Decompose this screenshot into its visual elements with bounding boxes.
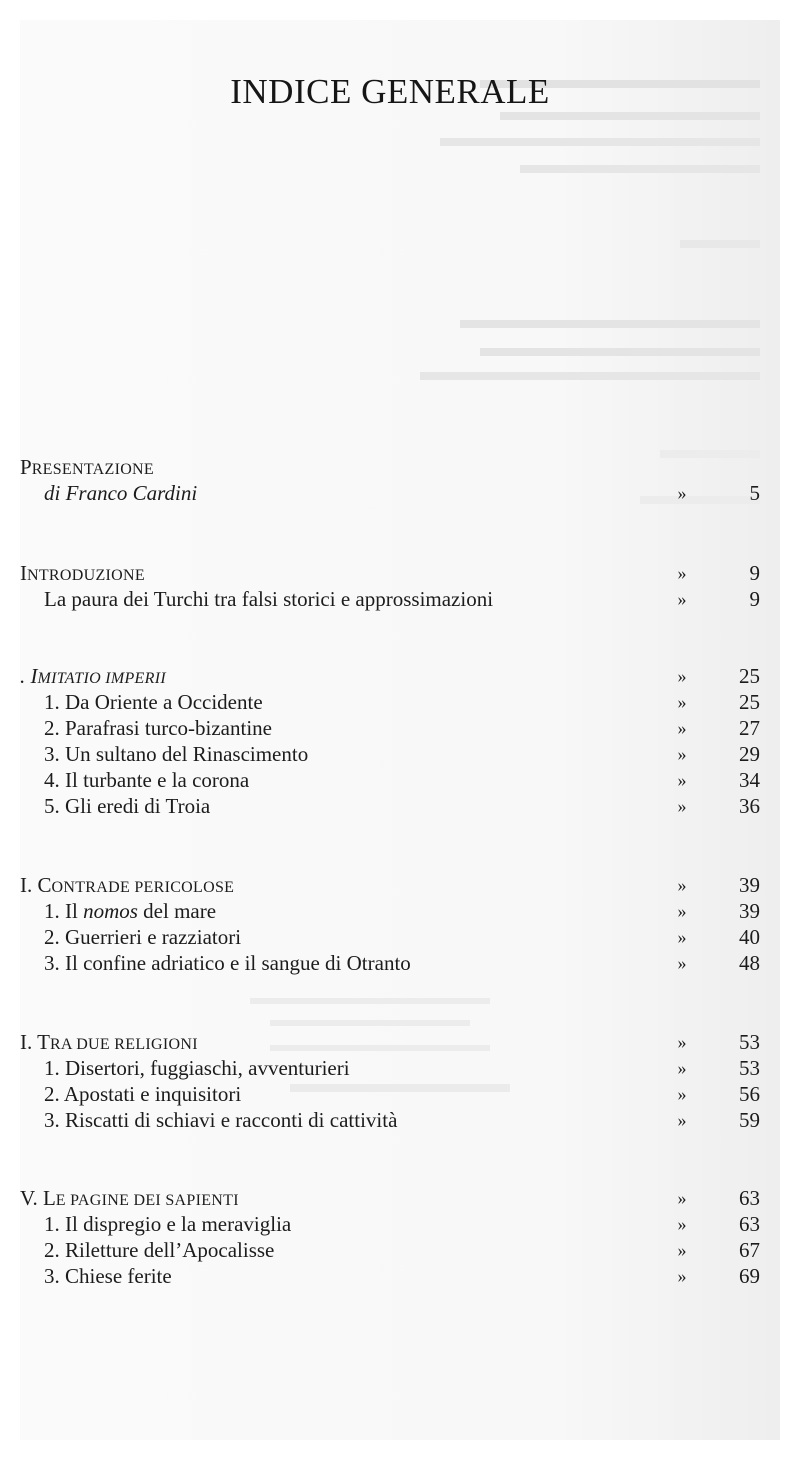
ditto-mark: » bbox=[677, 1110, 687, 1130]
ditto-mark: » bbox=[677, 1266, 687, 1286]
entry-label: di Franco Cardini bbox=[44, 481, 198, 505]
page-number: 63 bbox=[739, 1186, 760, 1210]
page-number: 59 bbox=[739, 1108, 760, 1132]
toc-entry bbox=[20, 1055, 760, 1081]
entry-label: 1. Da Oriente a Occidente bbox=[44, 690, 263, 714]
page-number: 63 bbox=[739, 1212, 760, 1236]
page-number: 36 bbox=[739, 794, 760, 818]
ditto-mark: » bbox=[677, 563, 687, 583]
toc-section-presentazione bbox=[20, 454, 760, 506]
heading-initial: P bbox=[20, 455, 32, 479]
toc-entry bbox=[20, 586, 760, 612]
toc-entry bbox=[20, 898, 760, 924]
ditto-mark: » bbox=[677, 901, 687, 921]
ditto-mark: » bbox=[677, 1032, 687, 1052]
toc-section-tra-due-religioni bbox=[20, 1029, 760, 1133]
entry-label: 3. Chiese ferite bbox=[44, 1264, 172, 1288]
toc-entry bbox=[20, 924, 760, 950]
toc-entry bbox=[20, 793, 760, 819]
toc-entry bbox=[20, 715, 760, 741]
toc-entry bbox=[20, 689, 760, 715]
ditto-mark: » bbox=[677, 483, 687, 503]
toc-entry bbox=[20, 1081, 760, 1107]
ditto-mark: » bbox=[677, 927, 687, 947]
toc-entry bbox=[20, 741, 760, 767]
page-number: 27 bbox=[739, 716, 760, 740]
entry-label-italic: nomos bbox=[83, 899, 138, 923]
toc-heading bbox=[20, 872, 760, 898]
heading-text: RA DUE RELIGIONI bbox=[49, 1036, 198, 1053]
entry-label: 1. Disertori, fuggiaschi, avventurieri bbox=[44, 1056, 350, 1080]
toc-heading bbox=[20, 1185, 760, 1211]
page-number: 67 bbox=[739, 1238, 760, 1262]
page-number: 69 bbox=[739, 1264, 760, 1288]
page-number: 29 bbox=[739, 742, 760, 766]
ditto-mark: » bbox=[677, 1240, 687, 1260]
page-number: 53 bbox=[739, 1030, 760, 1054]
page-number: 39 bbox=[739, 873, 760, 897]
entry-label: La paura dei Turchi tra falsi storici e approssimazioni bbox=[44, 587, 494, 611]
page-number: 39 bbox=[739, 899, 760, 923]
page-number: 9 bbox=[749, 561, 760, 585]
entry-label: 1. Il dispregio e la meraviglia bbox=[44, 1212, 292, 1236]
page-number: 25 bbox=[739, 664, 760, 688]
entry-label: 2. Guerrieri e razziatori bbox=[44, 925, 242, 949]
toc-entry bbox=[20, 1263, 760, 1289]
toc-section-le-pagine-dei-sapienti bbox=[20, 1185, 760, 1289]
heading-initial: . I bbox=[20, 664, 38, 688]
toc-heading bbox=[20, 663, 760, 689]
toc-entry bbox=[20, 767, 760, 793]
toc-entry bbox=[20, 1237, 760, 1263]
ditto-mark: » bbox=[677, 1084, 687, 1104]
page-number: 40 bbox=[739, 925, 760, 949]
entry-label: 3. Il confine adriatico e il sangue di Otranto bbox=[44, 951, 411, 975]
heading-text: E PAGINE DEI SAPIENTI bbox=[55, 1192, 239, 1209]
ditto-mark: » bbox=[677, 875, 687, 895]
page-number: 53 bbox=[739, 1056, 760, 1080]
ditto-mark: » bbox=[677, 666, 687, 686]
entry-label: 2. Apostati e inquisitori bbox=[44, 1082, 242, 1106]
page-number: 25 bbox=[739, 690, 760, 714]
ditto-mark: » bbox=[677, 1058, 687, 1078]
entry-label: 1. Il nomos del mare bbox=[44, 899, 217, 923]
heading-initial: I bbox=[20, 561, 27, 585]
heading-initial: I. T bbox=[20, 1030, 50, 1054]
ditto-mark: » bbox=[677, 692, 687, 712]
heading-text: MITATIO IMPERII bbox=[37, 670, 166, 687]
ditto-mark: » bbox=[677, 1214, 687, 1234]
entry-label: 5. Gli eredi di Troia bbox=[44, 794, 211, 818]
toc-entry bbox=[20, 1107, 760, 1133]
page-number: 34 bbox=[739, 768, 760, 792]
heading-initial: V. L bbox=[20, 1186, 56, 1210]
toc-section-contrade-pericolose bbox=[20, 872, 760, 976]
toc-heading bbox=[20, 1029, 760, 1055]
ditto-mark: » bbox=[677, 1188, 687, 1208]
toc-entry bbox=[20, 950, 760, 976]
ditto-mark: » bbox=[677, 953, 687, 973]
entry-label: 4. Il turbante e la corona bbox=[44, 768, 250, 792]
page-number: 48 bbox=[739, 951, 760, 975]
page-number: 56 bbox=[739, 1082, 760, 1106]
toc-heading bbox=[20, 454, 760, 480]
heading-text: RESENTAZIONE bbox=[31, 461, 154, 478]
ditto-mark: » bbox=[677, 589, 687, 609]
ditto-mark: » bbox=[677, 718, 687, 738]
toc-heading bbox=[20, 560, 760, 586]
entry-label: 2. Riletture dell’Apocalisse bbox=[44, 1238, 275, 1262]
ditto-mark: » bbox=[677, 744, 687, 764]
entry-label: 3. Riscatti di schiavi e racconti di cattività bbox=[44, 1108, 398, 1132]
toc-section-introduzione bbox=[20, 560, 760, 612]
page-title: INDICE GENERALE bbox=[230, 72, 550, 111]
toc-entry bbox=[20, 480, 760, 506]
page-number: 9 bbox=[749, 587, 760, 611]
heading-initial: I. C bbox=[20, 873, 52, 897]
heading-text: NTRODUZIONE bbox=[27, 567, 145, 584]
ditto-mark: » bbox=[677, 796, 687, 816]
toc-entry bbox=[20, 1211, 760, 1237]
ditto-mark: » bbox=[677, 770, 687, 790]
page-number: 5 bbox=[749, 481, 760, 505]
heading-text: ONTRADE PERICOLOSE bbox=[51, 879, 235, 896]
entry-label: 2. Parafrasi turco-bizantine bbox=[44, 716, 272, 740]
toc-section-imitatio-imperii bbox=[20, 663, 760, 819]
book-page bbox=[20, 20, 780, 1440]
entry-label: 3. Un sultano del Rinascimento bbox=[44, 742, 309, 766]
